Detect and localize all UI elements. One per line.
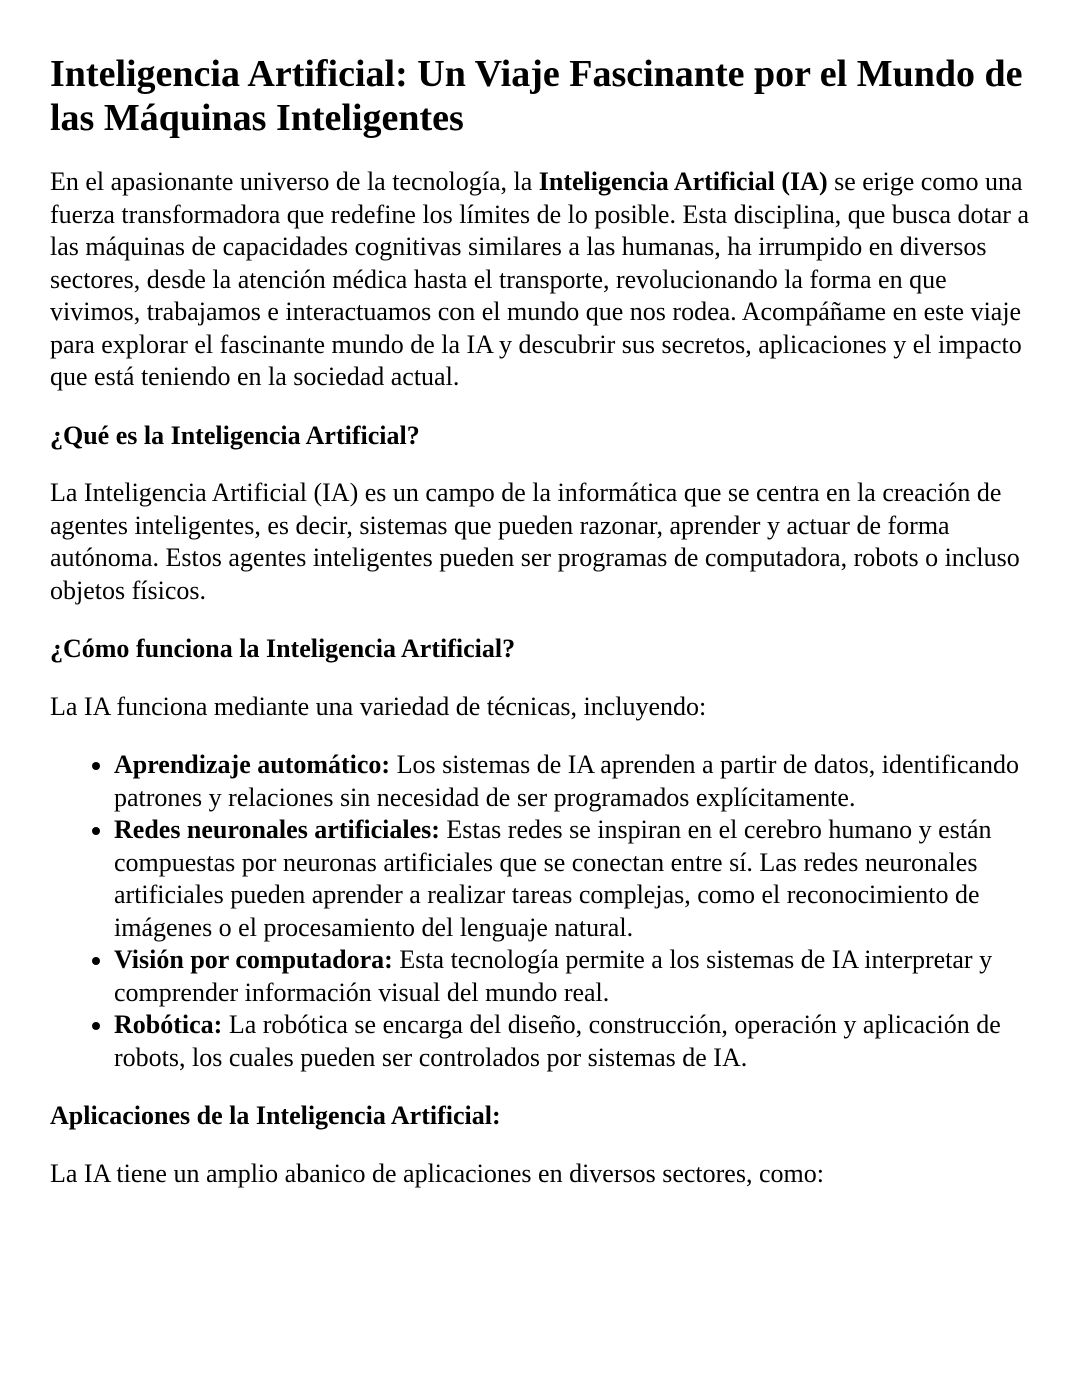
list-item-text: La robótica se encarga del diseño, construcción, operación y aplicación de robots, los cuales pueden ser controlados por sistemas de IA. (114, 1010, 1001, 1072)
intro-paragraph (50, 166, 1040, 394)
section-paragraph-aplicaciones: La IA tiene un amplio abanico de aplicaciones en diversos sectores, como: (50, 1158, 824, 1188)
section-paragraph-como-funciona: La IA funciona mediante una variedad de técnicas, incluyendo: (50, 691, 707, 721)
intro-text-rest: se erige como una fuerza transformadora que redefine los límites de lo posible. Esta disciplina, que busca dotar a las máquinas de capacidades cognitivas similares a las humanas, ha irrumpido en diversos sectores, desde la atención médica hasta el transporte, revolucionando la forma en que vivimos, trabajamos e interactuamos con el mundo que nos rodea. Acompáñame en este viaje para explorar el fascinante mundo de la IA y descubrir sus secretos, aplicaciones y el impacto que está teniendo en la sociedad actual. (50, 167, 1029, 391)
list-item-term: Aprendizaje automático: (114, 750, 391, 779)
intro-bold: Inteligencia Artificial (IA) (538, 167, 828, 196)
list-item (114, 814, 1040, 944)
list-item-text: Estas redes se inspiran en el cerebro humano y están compuestas por neuronas artificiales que se conectan entre sí. Las redes neuronales artificiales pueden aprender a realizar tareas complejas, como el reconocimiento de imágenes o el procesamiento del lenguaje natural. (114, 815, 992, 942)
list-item (114, 749, 1040, 814)
intro-text: En el apasionante universo de la tecnología, la (50, 167, 539, 196)
list-item-text: Los sistemas de IA aprenden a partir de datos, identificando patrones y relaciones sin necesidad de ser programados explícitamente. (114, 750, 1019, 812)
list-item (114, 944, 1040, 1009)
section-heading-como-funciona: ¿Cómo funciona la Inteligencia Artificial? (50, 634, 516, 663)
list-item-term: Redes neuronales artificiales: (114, 815, 440, 844)
list-item-term: Robótica: (114, 1010, 223, 1039)
section-paragraph-que-es: La Inteligencia Artificial (IA) es un campo de la informática que se centra en la creación de agentes inteligentes, es decir, sistemas que pueden razonar, aprender y actuar de forma autónoma. Estos agentes inteligentes pueden ser programas de computadora, robots o incluso objetos físicos. (50, 478, 1020, 605)
list-item (114, 1009, 1040, 1074)
page-title: Inteligencia Artificial: Un Viaje Fascinante por el Mundo de las Máquinas Inteligentes (50, 53, 1023, 139)
section-heading-aplicaciones: Aplicaciones de la Inteligencia Artificial: (50, 1101, 501, 1130)
techniques-list (50, 749, 1040, 1074)
list-item-text: Esta tecnología permite a los sistemas de IA interpretar y comprender información visual del mundo real. (114, 945, 993, 1007)
section-heading-que-es: ¿Qué es la Inteligencia Artificial? (50, 420, 420, 450)
list-item-term: Visión por computadora: (114, 945, 393, 974)
